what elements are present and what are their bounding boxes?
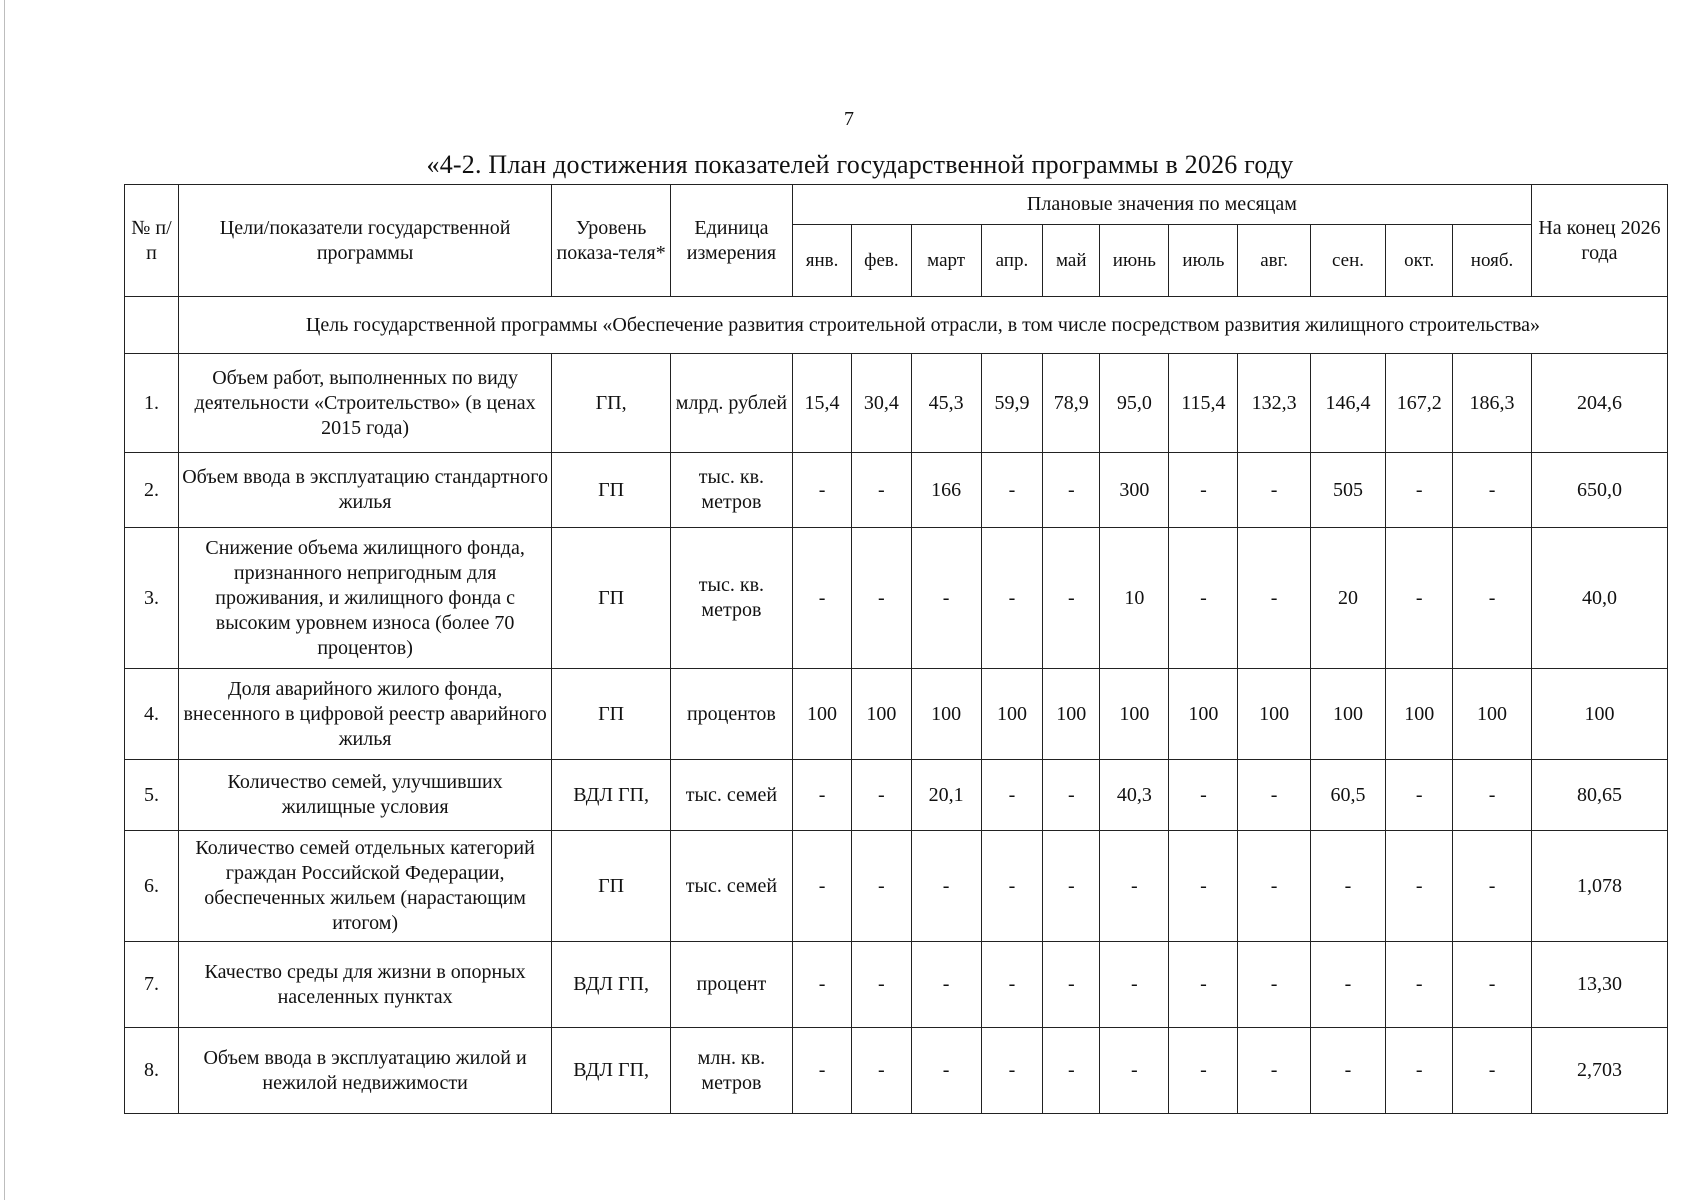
month-value: - xyxy=(1386,942,1453,1028)
page-number: 7 xyxy=(844,108,854,130)
header-month: май xyxy=(1043,225,1100,297)
month-value: - xyxy=(1238,528,1310,669)
month-value: 100 xyxy=(981,669,1043,760)
table-row xyxy=(125,669,1668,760)
month-value: 100 xyxy=(1238,669,1310,760)
month-value: - xyxy=(981,453,1043,528)
indicator-level: ГП xyxy=(552,453,671,528)
row-number: 3. xyxy=(125,528,179,669)
month-value: 45,3 xyxy=(911,354,981,453)
month-value: - xyxy=(1310,942,1386,1028)
month-value: 100 xyxy=(1386,669,1453,760)
goal-row xyxy=(125,297,1668,354)
month-value: 100 xyxy=(792,669,851,760)
header-month: окт. xyxy=(1386,225,1453,297)
month-value: - xyxy=(981,1028,1043,1114)
month-value: - xyxy=(1453,453,1532,528)
month-value: - xyxy=(852,453,911,528)
scan-edge-line xyxy=(4,0,5,1200)
indicator-unit: процент xyxy=(670,942,792,1028)
month-value: - xyxy=(1238,1028,1310,1114)
month-value: 146,4 xyxy=(1310,354,1386,453)
month-value: 505 xyxy=(1310,453,1386,528)
indicator-name: Доля аварийного жилого фонда, внесенного в цифровой реестр аварийного жилья xyxy=(178,669,551,760)
indicator-level: ГП xyxy=(552,831,671,942)
month-value: - xyxy=(792,453,851,528)
month-value: 40,3 xyxy=(1100,760,1169,831)
month-value: 100 xyxy=(1043,669,1100,760)
month-value: - xyxy=(981,942,1043,1028)
month-value: 20 xyxy=(1310,528,1386,669)
month-value: 20,1 xyxy=(911,760,981,831)
indicator-level: ГП xyxy=(552,669,671,760)
month-value: - xyxy=(1100,942,1169,1028)
month-value: 100 xyxy=(1453,669,1532,760)
month-value: 100 xyxy=(1169,669,1238,760)
header-month: июнь xyxy=(1100,225,1169,297)
indicator-level: ВДЛ ГП, xyxy=(552,760,671,831)
month-value: 78,9 xyxy=(1043,354,1100,453)
indicator-name: Качество среды для жизни в опорных населенных пунктах xyxy=(178,942,551,1028)
header-level: Уровень показа-теля* xyxy=(552,185,671,297)
month-value: - xyxy=(1100,1028,1169,1114)
month-value: 60,5 xyxy=(1310,760,1386,831)
month-value: 100 xyxy=(1100,669,1169,760)
month-value: 167,2 xyxy=(1386,354,1453,453)
month-value: 10 xyxy=(1100,528,1169,669)
month-value: - xyxy=(1043,760,1100,831)
indicator-unit: млрд. рублей xyxy=(670,354,792,453)
header-month: сен. xyxy=(1310,225,1386,297)
month-value: 132,3 xyxy=(1238,354,1310,453)
table-row xyxy=(125,942,1668,1028)
indicator-level: ГП xyxy=(552,528,671,669)
month-value: - xyxy=(792,831,851,942)
month-value: - xyxy=(1169,453,1238,528)
month-value: - xyxy=(852,760,911,831)
indicator-level: ГП, xyxy=(552,354,671,453)
month-value: - xyxy=(1386,453,1453,528)
month-value: 59,9 xyxy=(981,354,1043,453)
table-row xyxy=(125,354,1668,453)
header-month: март xyxy=(911,225,981,297)
month-value: - xyxy=(911,831,981,942)
month-value: - xyxy=(981,528,1043,669)
header-month: янв. xyxy=(792,225,851,297)
month-value: - xyxy=(792,942,851,1028)
row-number: 8. xyxy=(125,1028,179,1114)
month-value: - xyxy=(1043,528,1100,669)
header-month: фев. xyxy=(852,225,911,297)
indicator-unit: тыс. семей xyxy=(670,760,792,831)
document-title: «4-2. План достижения показателей государственной программы в 2026 году xyxy=(426,150,1294,179)
indicator-plan-table xyxy=(124,184,1668,1114)
month-value: - xyxy=(1453,528,1532,669)
header-planned-values: Плановые значения по месяцам xyxy=(792,185,1531,225)
row-number: 1. xyxy=(125,354,179,453)
month-value: - xyxy=(1043,1028,1100,1114)
month-value: 115,4 xyxy=(1169,354,1238,453)
indicator-level: ВДЛ ГП, xyxy=(552,1028,671,1114)
month-value: - xyxy=(911,1028,981,1114)
month-value: 166 xyxy=(911,453,981,528)
month-value: - xyxy=(1386,528,1453,669)
month-value: 100 xyxy=(852,669,911,760)
header-month: июль xyxy=(1169,225,1238,297)
month-value: - xyxy=(852,942,911,1028)
month-value: - xyxy=(981,831,1043,942)
month-value: - xyxy=(1310,831,1386,942)
month-value: - xyxy=(1453,831,1532,942)
indicator-unit: тыс. кв. метров xyxy=(670,453,792,528)
indicator-name: Объем ввода в эксплуатацию жилой и нежилой недвижимости xyxy=(178,1028,551,1114)
row-number: 6. xyxy=(125,831,179,942)
month-value: - xyxy=(1453,1028,1532,1114)
month-value: - xyxy=(1043,453,1100,528)
month-value: 100 xyxy=(1310,669,1386,760)
month-value: - xyxy=(1100,831,1169,942)
header-unit: Единица измерения xyxy=(670,185,792,297)
month-value: - xyxy=(1453,760,1532,831)
row-number: 7. xyxy=(125,942,179,1028)
header-number: № п/п xyxy=(125,185,179,297)
end-of-year-value: 1,078 xyxy=(1531,831,1667,942)
end-of-year-value: 40,0 xyxy=(1531,528,1667,669)
indicator-unit: тыс. кв. метров xyxy=(670,528,792,669)
month-value: - xyxy=(1169,942,1238,1028)
indicator-unit: тыс. семей xyxy=(670,831,792,942)
month-value: - xyxy=(911,528,981,669)
month-value: 100 xyxy=(911,669,981,760)
month-value: - xyxy=(1310,1028,1386,1114)
month-value: 15,4 xyxy=(792,354,851,453)
indicator-name: Объем ввода в эксплуатацию стандартного жилья xyxy=(178,453,551,528)
header-end-of-year: На конец 2026 года xyxy=(1531,185,1667,297)
row-number: 2. xyxy=(125,453,179,528)
goal-number-cell xyxy=(125,297,179,354)
month-value: - xyxy=(852,1028,911,1114)
header-month: авг. xyxy=(1238,225,1310,297)
month-value: - xyxy=(1238,942,1310,1028)
month-value: - xyxy=(852,528,911,669)
row-number: 4. xyxy=(125,669,179,760)
end-of-year-value: 100 xyxy=(1531,669,1667,760)
month-value: - xyxy=(1238,760,1310,831)
end-of-year-value: 650,0 xyxy=(1531,453,1667,528)
header-month: нояб. xyxy=(1453,225,1532,297)
month-value: - xyxy=(852,831,911,942)
header-goals: Цели/показатели государственной программы xyxy=(178,185,551,297)
month-value: 300 xyxy=(1100,453,1169,528)
indicator-name: Объем работ, выполненных по виду деятельности «Строительство» (в ценах 2015 года) xyxy=(178,354,551,453)
month-value: - xyxy=(1043,942,1100,1028)
goal-text: Цель государственной программы «Обеспечение развития строительной отрасли, в том числе посредством развития жилищного строительства» xyxy=(178,297,1667,354)
header-month: апр. xyxy=(981,225,1043,297)
month-value: - xyxy=(1238,453,1310,528)
month-value: 95,0 xyxy=(1100,354,1169,453)
indicator-name: Количество семей отдельных категорий граждан Российской Федерации, обеспеченных жильем (нарастающим итогом) xyxy=(178,831,551,942)
row-number: 5. xyxy=(125,760,179,831)
indicator-unit: млн. кв. метров xyxy=(670,1028,792,1114)
month-value: - xyxy=(1043,831,1100,942)
month-value: - xyxy=(792,528,851,669)
month-value: - xyxy=(1169,528,1238,669)
end-of-year-value: 204,6 xyxy=(1531,354,1667,453)
month-value: 30,4 xyxy=(852,354,911,453)
table-row xyxy=(125,528,1668,669)
end-of-year-value: 13,30 xyxy=(1531,942,1667,1028)
table-row xyxy=(125,453,1668,528)
end-of-year-value: 80,65 xyxy=(1531,760,1667,831)
month-value: - xyxy=(1386,831,1453,942)
month-value: - xyxy=(1169,1028,1238,1114)
indicator-name: Количество семей, улучшивших жилищные условия xyxy=(178,760,551,831)
table-row xyxy=(125,760,1668,831)
indicator-name: Снижение объема жилищного фонда, признанного непригодным для проживания, и жилищного фонда с высоким уровнем износа (более 70 процентов) xyxy=(178,528,551,669)
table-row xyxy=(125,831,1668,942)
month-value: - xyxy=(981,760,1043,831)
month-value: - xyxy=(792,1028,851,1114)
month-value: 186,3 xyxy=(1453,354,1532,453)
month-value: - xyxy=(1453,942,1532,1028)
indicator-unit: процентов xyxy=(670,669,792,760)
end-of-year-value: 2,703 xyxy=(1531,1028,1667,1114)
indicator-level: ВДЛ ГП, xyxy=(552,942,671,1028)
table-row xyxy=(125,1028,1668,1114)
month-value: - xyxy=(911,942,981,1028)
month-value: - xyxy=(792,760,851,831)
month-value: - xyxy=(1238,831,1310,942)
month-value: - xyxy=(1169,760,1238,831)
month-value: - xyxy=(1386,760,1453,831)
month-value: - xyxy=(1169,831,1238,942)
month-value: - xyxy=(1386,1028,1453,1114)
